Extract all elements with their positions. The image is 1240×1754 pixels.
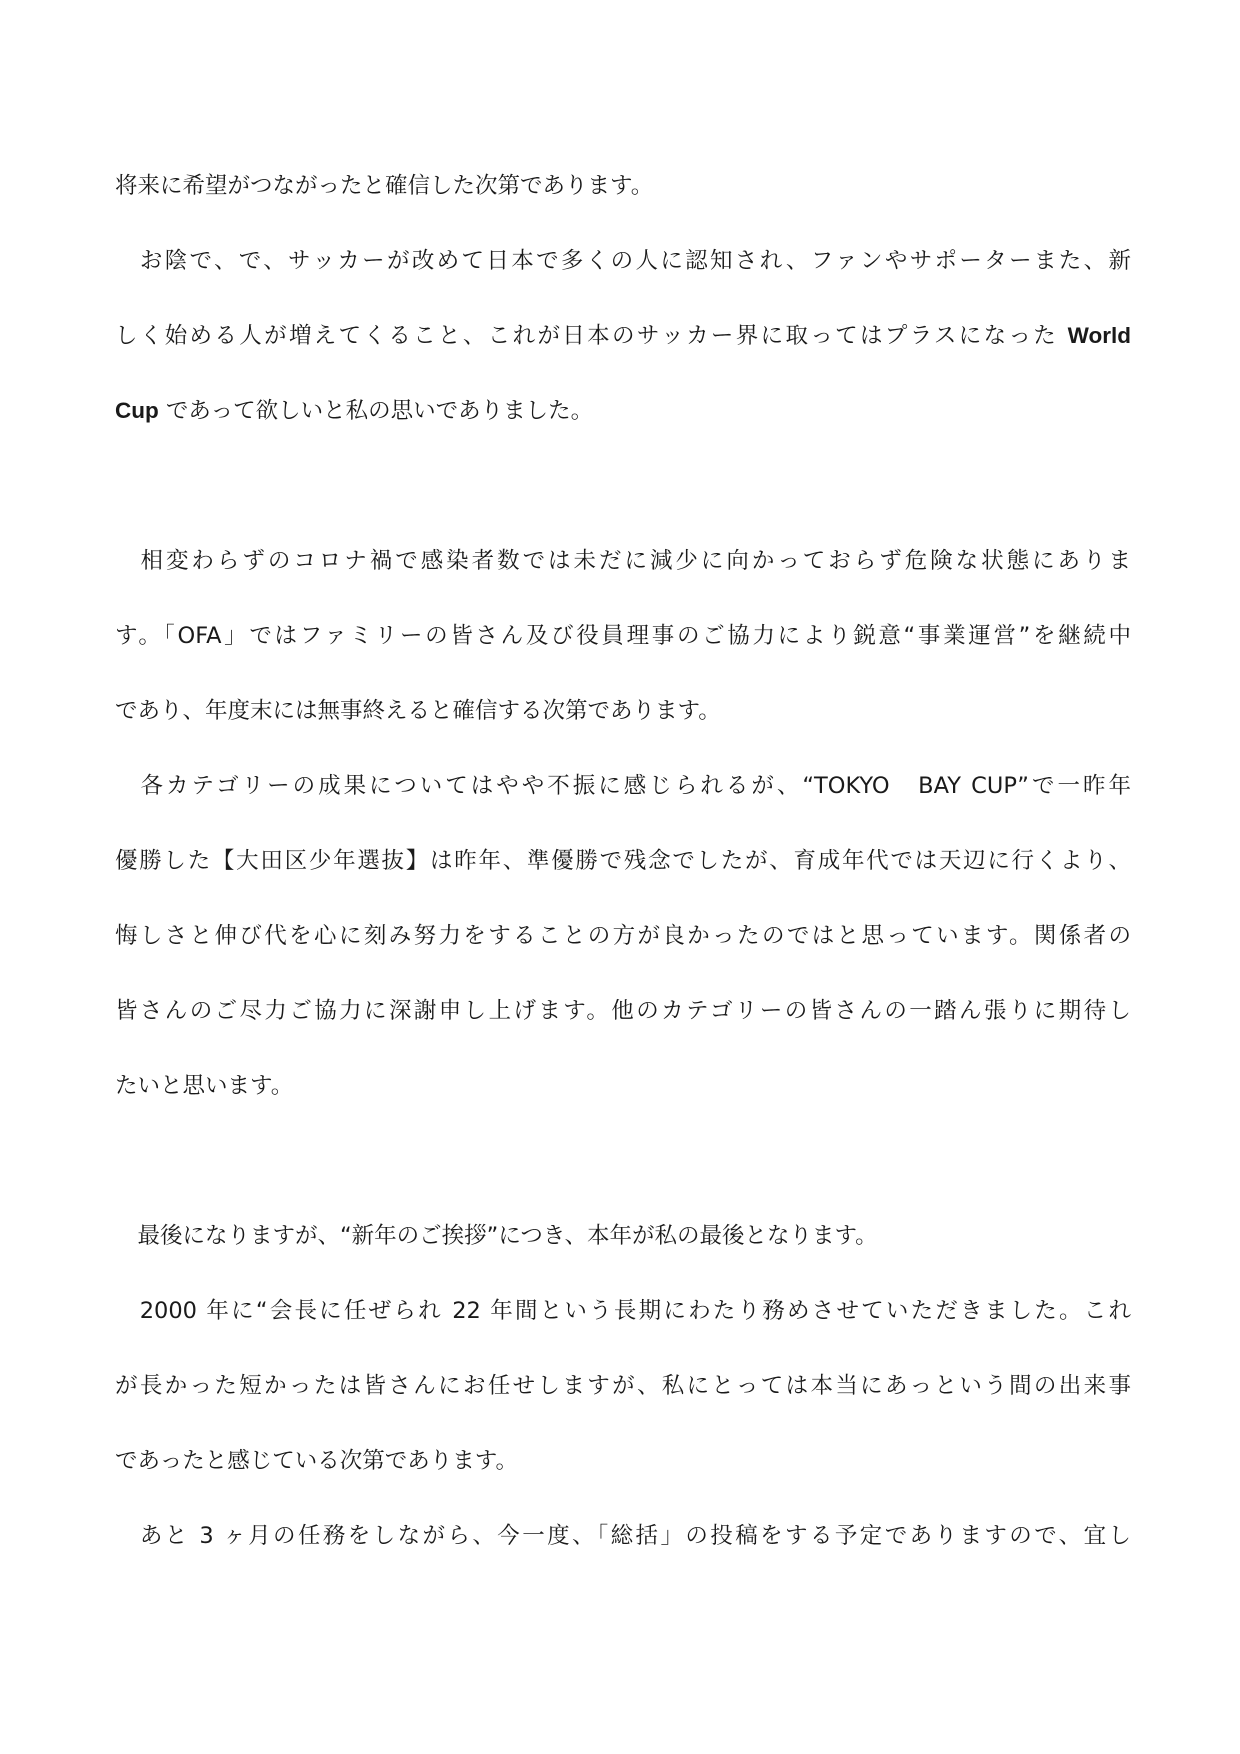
paragraph-6-line-1: 2000 年に“会長に任ぜられ 22 年間という長期にわたり務めさせていただきました。これ — [115, 1298, 1131, 1324]
paragraph-6-line-2: が長かった短かったは皆さんにお任せしますが、私にとっては本当にあっという間の出来事 — [115, 1373, 1131, 1399]
paragraph-4-line-1: 各カテゴリーの成果についてはやや不振に感じられるが、“TOKYO BAY CUP”で一昨年 — [115, 773, 1131, 799]
paragraph-2-line-3 — [115, 391, 1131, 431]
paragraph-2-line-2-text: しく始める人が増えてくること、これが日本のサッカー界に取ってはプラスになった — [115, 323, 1059, 349]
paragraph-4-line-4: 皆さんのご尽力ご協力に深謝申し上げます。他のカテゴリーの皆さんの一踏ん張りに期待し — [115, 998, 1131, 1024]
world-bold-text: World — [1067, 323, 1131, 348]
paragraph-7-line-1: あと 3 ヶ月の任務をしながら、今一度、「総括」の投稿をする予定でありますので、宜し — [115, 1523, 1131, 1549]
paragraph-1-line-1: 将来に希望がつながったと確信した次第であります。 — [115, 173, 654, 199]
cup-bold-text: Cup — [115, 398, 159, 423]
paragraph-2-line-3-text: であって欲しいと私の思いでありました。 — [158, 398, 594, 424]
paragraph-4-line-5: たいと思います。 — [115, 1073, 294, 1099]
paragraph-3-line-1: 相変わらずのコロナ禍で感染者数では未だに減少に向かっておらず危険な状態にありま — [115, 548, 1131, 574]
paragraph-4-line-2: 優勝した【大田区少年選抜】は昨年、準優勝で残念でしたが、育成年代では天辺に行くより、 — [115, 848, 1131, 874]
paragraph-2-line-2 — [115, 316, 1131, 356]
paragraph-3-line-3: であり、年度末には無事終えると確信する次第であります。 — [115, 698, 721, 724]
paragraph-5-line-1: 最後になりますが、“新年のご挨拶”につき、本年が私の最後となります。 — [115, 1223, 878, 1249]
paragraph-4-line-3: 悔しさと伸び代を心に刻み努力をすることの方が良かったのではと思っています。関係者の — [115, 923, 1131, 949]
paragraph-3-line-2: す。「OFA」ではファミリーの皆さん及び役員理事のご協力により鋭意“事業運営”を継続中 — [115, 623, 1131, 649]
paragraph-2-line-1: お陰で、で、サッカーが改めて日本で多くの人に認知され、ファンやサポーターまた、新 — [115, 248, 1131, 274]
paragraph-6-line-3: であったと感じている次第であります。 — [115, 1448, 518, 1474]
